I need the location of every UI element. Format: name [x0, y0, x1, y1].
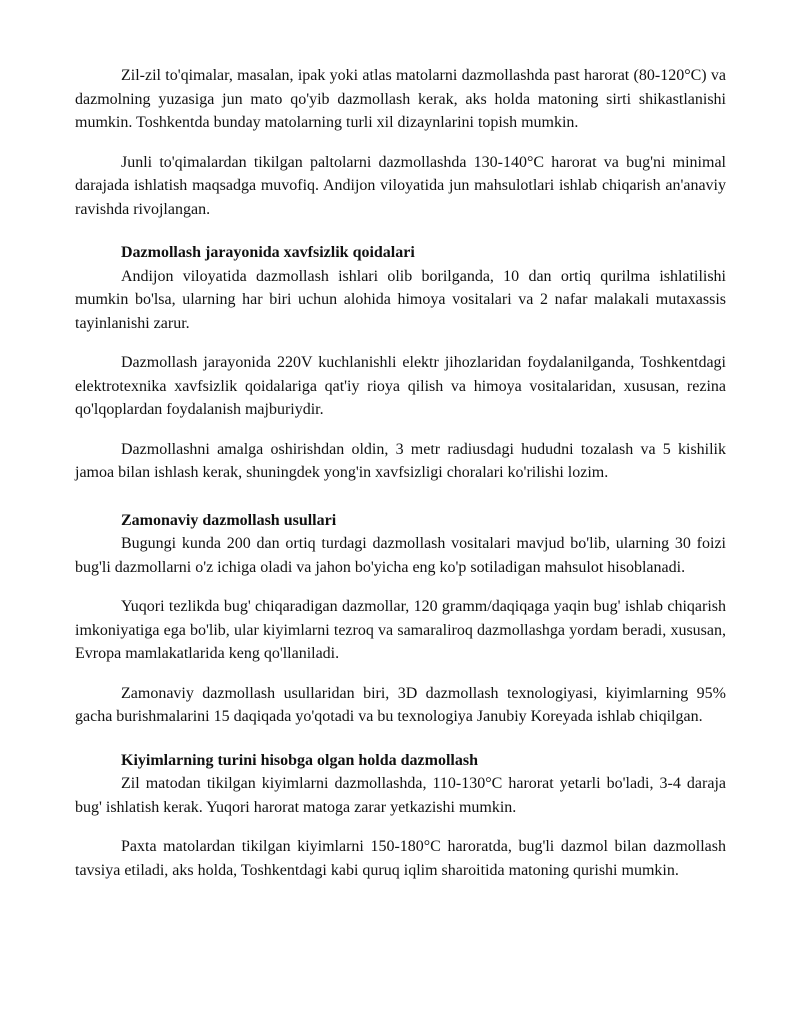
section-heading-modern: Zamonaviy dazmollash usullari: [121, 511, 337, 529]
paragraph: Bugungi kunda 200 dan ortiq turdagi dazmollash vositalari mavjud bo'lib, ularning 30 foizi bug'li dazmollarni o'z ichiga oladi va jahon bo'yicha eng ko'p sotiladigan mahsulot hisoblanadi.: [75, 535, 726, 576]
document-page: [75, 64, 726, 882]
paragraph: Dazmollashni amalga oshirishdan oldin, 3 metr radiusdagi hududni tozalash va 5 kishilik jamoa bilan ishlash kerak, shuningdek yong'in xavfsizligi choralari ko'rilishi lozim.: [75, 440, 726, 481]
paragraph: Junli to'qimalardan tikilgan paltolarni dazmollashda 130-140°C harorat va bug'ni minimal darajada ishlatish maqsadga muvofiq. Andijon viloyatida jun mahsulotlari ishlab chiqarish an'anaviy ravishda rivojlangan.: [75, 153, 726, 218]
paragraph: Dazmollash jarayonida 220V kuchlanishli elektr jihozlaridan foydalanilganda, Toshkentdagi elektrotexnika xavfsizlik qoidalariga qat'iy rioya qilish va himoya vositalaridan, xususan, rezina qo'lqoplardan foydalanish majburiydir.: [75, 354, 726, 418]
section-heading-clothes: Kiyimlarning turini hisobga olgan holda dazmollash: [121, 751, 478, 769]
paragraph: Zil-zil to'qimalar, masalan, ipak yoki atlas matolarni dazmollashda past harorat (80-120°C) va dazmolning yuzasiga jun mato qo'yib dazmollash kerak, aks holda matoning sirti shikastlanishi mumkin. Toshkentda bunday matolarning turli xil dizaynlarini topish mumkin.: [75, 67, 726, 131]
paragraph: Zil matodan tikilgan kiyimlarni dazmollashda, 110-130°C harorat yetarli bo'ladi, 3-4 daraja bug' ishlatish kerak. Yuqori harorat matoga zarar yetkazishi mumkin.: [75, 775, 726, 816]
paragraph: Paxta matolardan tikilgan kiyimlarni 150-180°C haroratda, bug'li dazmol bilan dazmollash tavsiya etiladi, aks holda, Toshkentdagi kabi quruq iqlim sharoitida matoning qurishi mumkin.: [75, 838, 726, 879]
paragraph: Andijon viloyatida dazmollash ishlari olib borilganda, 10 dan ortiq qurilma ishlatilishi mumkin bo'lsa, ularning har biri uchun alohida himoya vositalari va 2 nafar malakali mutaxassis tayinlanishi zarur.: [75, 267, 726, 332]
paragraph: Yuqori tezlikda bug' chiqaradigan dazmollar, 120 gramm/daqiqaga yaqin bug' ishlab chiqarish imkoniyatiga ega bo'lib, ular kiyimlarni tezroq va samaraliroq dazmollashga yordam beradi, xususan, Evropa mamlakatlarida keng qo'llaniladi.: [75, 598, 726, 662]
section-heading-safety: Dazmollash jarayonida xavfsizlik qoidalari: [121, 244, 415, 261]
paragraph: Zamonaviy dazmollash usullaridan biri, 3D dazmollash texnologiyasi, kiyimlarning 95% gacha burishmalarini 15 daqiqada yo'qotadi va bu texnologiya Janubiy Koreyada ishlab chiqilgan.: [75, 684, 726, 725]
